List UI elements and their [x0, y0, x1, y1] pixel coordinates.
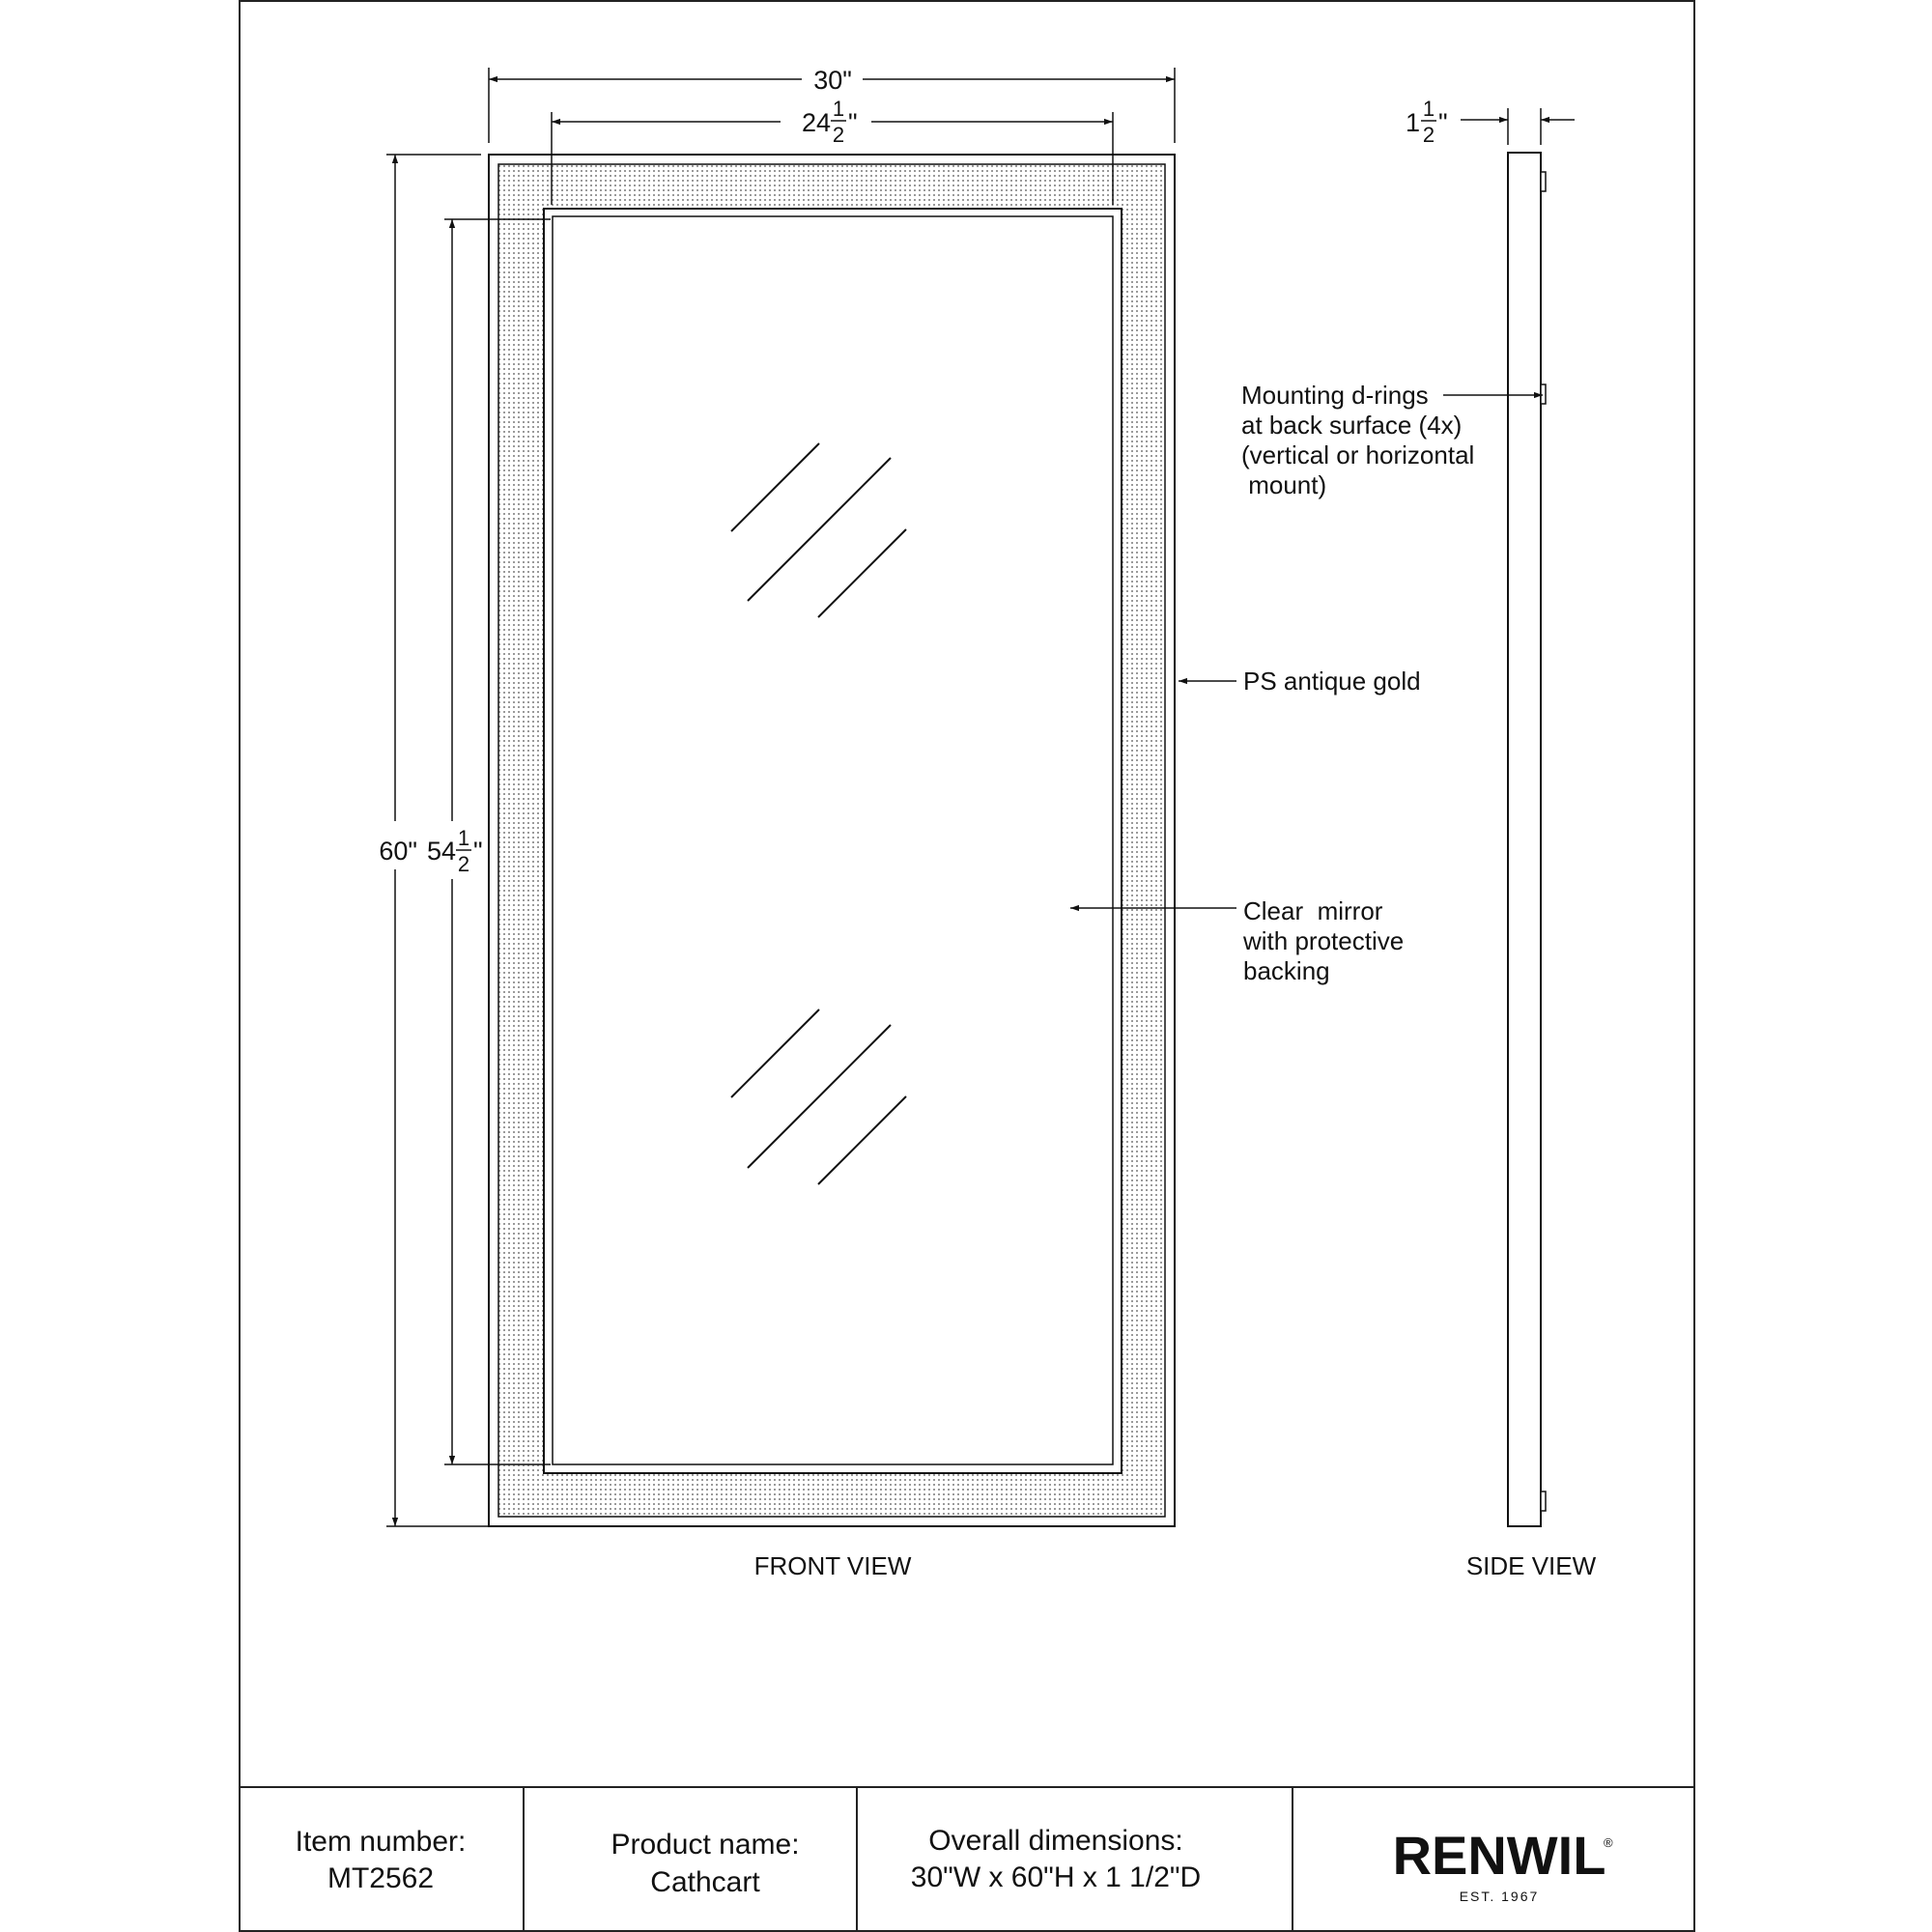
mounting-note-line-3: (vertical or horizontal: [1241, 440, 1475, 469]
overall-dimensions-label: Overall dimensions:: [928, 1825, 1183, 1857]
dim-inner-height-fraction-den: 2: [457, 852, 470, 876]
dim-inner-height-fraction-num: 1: [457, 826, 470, 850]
dim-depth: [1406, 97, 1575, 147]
side-view-label: SIDE VIEW: [1465, 1551, 1597, 1580]
item-number-value: MT2562: [327, 1862, 435, 1894]
dim-depth-fraction-den: 2: [1422, 123, 1435, 147]
brand-logo: RENWIL: [1392, 1825, 1606, 1886]
item-number-label: Item number:: [295, 1826, 467, 1858]
product-name-label: Product name:: [611, 1829, 800, 1861]
dim-depth-fraction-num: 1: [1422, 97, 1435, 121]
callout-finish: [1179, 667, 1421, 696]
d-ring-top: [1541, 172, 1546, 191]
dim-inner-width-fraction-num: 1: [832, 97, 845, 121]
mirror-note-line-2: with protective: [1243, 926, 1405, 955]
dim-overall-height-label: 60": [379, 837, 417, 866]
d-ring-middle: [1541, 384, 1546, 404]
mounting-note-line-2: at back surface (4x): [1241, 411, 1463, 440]
dim-inner-width-fraction-den: 2: [832, 123, 845, 147]
overall-dimensions-value: 30"W x 60"H x 1 1/2"D: [910, 1861, 1202, 1893]
dim-depth-whole: 1: [1405, 108, 1420, 137]
dim-inner-height-whole: 54: [426, 837, 456, 866]
dim-overall-width-label: 30": [813, 66, 852, 95]
d-ring-bottom: [1541, 1492, 1546, 1511]
front-view-drawing: [379, 66, 1175, 1580]
front-view-label: FRONT VIEW: [753, 1551, 912, 1580]
mirror-glass: [553, 216, 1113, 1464]
callout-mounting: [1241, 381, 1543, 499]
product-name-value: Cathcart: [650, 1866, 760, 1898]
dim-inner-width-whole: 24: [801, 108, 831, 137]
side-view-drawing: [1406, 97, 1597, 1580]
side-profile: [1508, 153, 1541, 1526]
mounting-note-line-4: mount): [1241, 470, 1327, 499]
title-block: [240, 1787, 1694, 1931]
brand-registered-mark: ®: [1604, 1835, 1613, 1850]
mirror-note-line-1: Clear mirror: [1243, 896, 1383, 925]
finish-note: PS antique gold: [1243, 667, 1421, 696]
brand-established: EST. 1967: [1459, 1889, 1540, 1904]
dim-inner-width-inch: ": [848, 108, 858, 137]
mirror-note-line-3: backing: [1243, 956, 1330, 985]
dim-inner-height-inch: ": [473, 837, 483, 866]
dim-depth-inch: ": [1438, 108, 1448, 137]
mounting-note-line-1: Mounting d-rings: [1241, 381, 1429, 410]
